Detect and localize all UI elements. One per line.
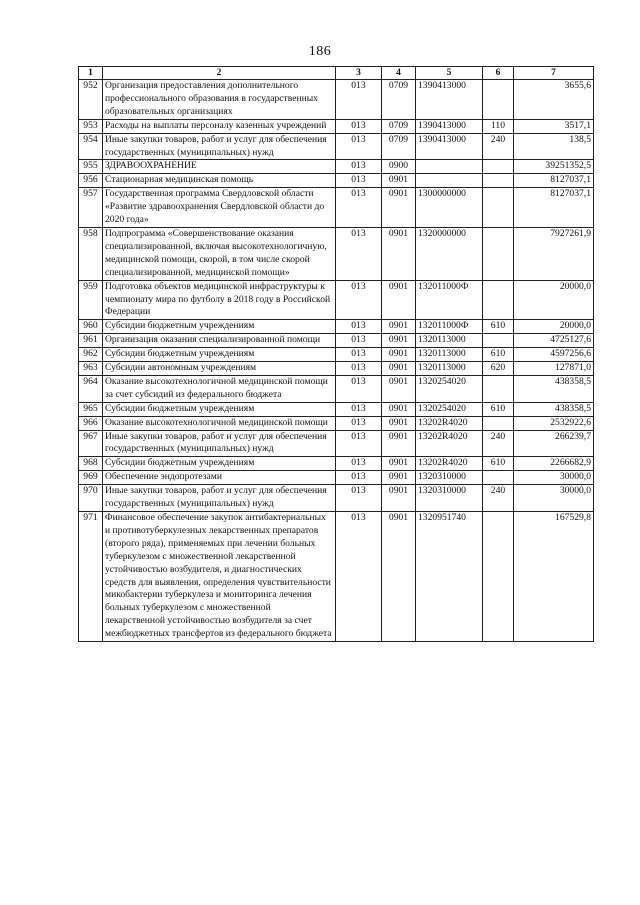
row-name: Субсидии автономным учреждениям [103,362,336,376]
row-article-code: 1320951740 [416,512,483,642]
row-name: ЗДРАВООХРАНЕНИЕ [103,160,336,174]
row-subsection-code: 0901 [382,485,416,512]
row-amount: 3517,1 [514,119,594,133]
row-expense-type-code [483,188,514,228]
row-subsection-code: 0901 [382,188,416,228]
row-article-code: 1300000000 [416,188,483,228]
row-amount: 30000,0 [514,485,594,512]
row-amount: 30000,0 [514,471,594,485]
row-name: Оказание высокотехнологичной медицинской помощи за счет субсидий из федерального бюджета [103,375,336,402]
row-article-code: 1320113000 [416,362,483,376]
row-amount: 3655,6 [514,80,594,120]
table-row [79,362,594,376]
row-subsection-code: 0901 [382,416,416,430]
row-amount: 7927261,9 [514,227,594,280]
row-section-code: 013 [336,133,382,160]
row-amount: 138,5 [514,133,594,160]
row-expense-type-code: 610 [483,348,514,362]
row-article-code: 13202R4020 [416,430,483,457]
row-article-code [416,174,483,188]
row-subsection-code: 0709 [382,133,416,160]
row-section-code: 013 [336,119,382,133]
row-amount: 2266682,9 [514,457,594,471]
row-number: 969 [79,471,103,485]
row-section-code: 013 [336,471,382,485]
row-name: Расходы на выплаты персоналу казенных учреждений [103,119,336,133]
row-section-code: 013 [336,174,382,188]
row-amount: 8127037,1 [514,188,594,228]
row-subsection-code: 0900 [382,160,416,174]
table-row [79,485,594,512]
row-article-code: 132011000Ф [416,320,483,334]
row-amount: 20000,0 [514,280,594,320]
row-number: 953 [79,119,103,133]
row-number: 959 [79,280,103,320]
table-row [79,320,594,334]
table-row [79,512,594,642]
row-subsection-code: 0901 [382,512,416,642]
row-expense-type-code [483,375,514,402]
row-subsection-code: 0901 [382,280,416,320]
row-expense-type-code [483,227,514,280]
row-section-code: 013 [336,348,382,362]
table-row [79,160,594,174]
header-col-4: 4 [382,67,416,80]
row-number: 964 [79,375,103,402]
row-amount: 39251352,5 [514,160,594,174]
row-name: Иные закупки товаров, работ и услуг для обеспечения государственных (муниципальных) нужд [103,485,336,512]
row-number: 960 [79,320,103,334]
row-amount: 127871,0 [514,362,594,376]
row-amount: 4597256,6 [514,348,594,362]
row-expense-type-code: 240 [483,430,514,457]
row-section-code: 013 [336,227,382,280]
row-subsection-code: 0901 [382,227,416,280]
row-number: 966 [79,416,103,430]
row-subsection-code: 0901 [382,320,416,334]
row-article-code: 1320254020 [416,402,483,416]
row-expense-type-code: 240 [483,133,514,160]
row-section-code: 013 [336,457,382,471]
table-header-row [79,67,594,80]
row-section-code: 013 [336,416,382,430]
table-row [79,402,594,416]
row-name: Организация предоставления дополнительного профессионального образования в государственных образовательных организациях [103,80,336,120]
row-expense-type-code [483,280,514,320]
row-subsection-code: 0901 [382,430,416,457]
row-article-code: 1320310000 [416,485,483,512]
row-section-code: 013 [336,334,382,348]
row-article-code: 1320310000 [416,471,483,485]
row-subsection-code: 0901 [382,174,416,188]
row-name: Финансовое обеспечение закупок антибактериальных и противотуберкулезных лекарственных препаратов (второго ряда), применяемых при лечении больных туберкулезом с множественной лекарственной устойчивостью возбудителя, и диагностических средств для выявления, определения чувствительности микобактерии туберкулеза и мониторинга лечения больных туберкулезом с множественной лекарственной устойчивостью возбудителя за счет межбюджетных трансфертов из федерального бюджета [103,512,336,642]
row-name: Подготовка объектов медицинской инфраструктуры к чемпионату мира по футболу в 2018 году в Российской Федерации [103,280,336,320]
row-amount: 20000,0 [514,320,594,334]
row-name: Государственная программа Свердловской области «Развитие здравоохранения Свердловской области до 2020 года» [103,188,336,228]
header-col-7: 7 [514,67,594,80]
row-section-code: 013 [336,320,382,334]
row-name: Субсидии бюджетным учреждениям [103,402,336,416]
row-section-code: 013 [336,362,382,376]
row-number: 952 [79,80,103,120]
row-section-code: 013 [336,375,382,402]
row-section-code: 013 [336,280,382,320]
table-row [79,80,594,120]
header-col-5: 5 [416,67,483,80]
row-number: 954 [79,133,103,160]
row-amount: 438358,5 [514,375,594,402]
table-row [79,188,594,228]
row-name: Оказание высокотехнологичной медицинской помощи [103,416,336,430]
row-expense-type-code: 610 [483,402,514,416]
row-number: 958 [79,227,103,280]
row-amount: 4725127,6 [514,334,594,348]
row-expense-type-code: 110 [483,119,514,133]
row-name: Субсидии бюджетным учреждениям [103,457,336,471]
row-article-code: 1320113000 [416,334,483,348]
row-expense-type-code [483,471,514,485]
row-name: Стационарная медицинская помощь [103,174,336,188]
row-expense-type-code: 620 [483,362,514,376]
row-article-code: 1320113000 [416,348,483,362]
row-article-code: 13202R4020 [416,457,483,471]
row-subsection-code: 0901 [382,362,416,376]
row-article-code: 1390413000 [416,119,483,133]
table-row [79,280,594,320]
table-row [79,457,594,471]
table-row [79,416,594,430]
row-number: 963 [79,362,103,376]
row-section-code: 013 [336,512,382,642]
table-row [79,430,594,457]
row-article-code: 1390413000 [416,80,483,120]
row-number: 967 [79,430,103,457]
table-row [79,119,594,133]
budget-table [78,66,594,642]
row-name: Подпрограмма «Совершенствование оказания специализированной, включая высокотехнологичную, медицинской помощи, скорой, в том числе скорой специализированной, медицинской помощи» [103,227,336,280]
header-col-3: 3 [336,67,382,80]
row-subsection-code: 0901 [382,471,416,485]
row-amount: 8127037,1 [514,174,594,188]
row-name: Иные закупки товаров, работ и услуг для обеспечения государственных (муниципальных) нужд [103,430,336,457]
row-name: Иные закупки товаров, работ и услуг для обеспечения государственных (муниципальных) нужд [103,133,336,160]
row-amount: 438358,5 [514,402,594,416]
row-expense-type-code [483,334,514,348]
row-number: 961 [79,334,103,348]
row-expense-type-code [483,512,514,642]
row-name: Организация оказания специализированной помощи [103,334,336,348]
table-row [79,174,594,188]
row-amount: 167529,8 [514,512,594,642]
row-subsection-code: 0901 [382,375,416,402]
row-expense-type-code: 610 [483,320,514,334]
header-col-2: 2 [103,67,336,80]
header-col-1: 1 [79,67,103,80]
row-amount: 2532922,6 [514,416,594,430]
page-number: 186 [308,44,332,59]
row-subsection-code: 0901 [382,402,416,416]
row-section-code: 013 [336,160,382,174]
table-row [79,133,594,160]
table-row [79,471,594,485]
row-number: 968 [79,457,103,471]
row-subsection-code: 0901 [382,457,416,471]
row-expense-type-code [483,80,514,120]
row-article-code [416,160,483,174]
row-name: Обеспечение эндопротезами [103,471,336,485]
table-row [79,375,594,402]
row-number: 971 [79,512,103,642]
row-expense-type-code: 240 [483,485,514,512]
row-article-code: 1320000000 [416,227,483,280]
table-row [79,334,594,348]
row-number: 957 [79,188,103,228]
row-expense-type-code [483,174,514,188]
row-number: 965 [79,402,103,416]
row-section-code: 013 [336,430,382,457]
row-number: 955 [79,160,103,174]
row-name: Субсидии бюджетным учреждениям [103,320,336,334]
row-subsection-code: 0901 [382,348,416,362]
row-subsection-code: 0709 [382,80,416,120]
row-section-code: 013 [336,485,382,512]
row-expense-type-code [483,416,514,430]
row-article-code: 13202R4020 [416,416,483,430]
row-section-code: 013 [336,80,382,120]
row-subsection-code: 0901 [382,334,416,348]
row-article-code: 1320254020 [416,375,483,402]
row-subsection-code: 0709 [382,119,416,133]
row-article-code: 132011000Ф [416,280,483,320]
row-expense-type-code: 610 [483,457,514,471]
row-amount: 266239,7 [514,430,594,457]
header-col-6: 6 [483,67,514,80]
row-name: Субсидии бюджетным учреждениям [103,348,336,362]
row-number: 970 [79,485,103,512]
table-row [79,348,594,362]
row-number: 956 [79,174,103,188]
row-number: 962 [79,348,103,362]
row-expense-type-code [483,160,514,174]
row-article-code: 1390413000 [416,133,483,160]
row-section-code: 013 [336,188,382,228]
row-section-code: 013 [336,402,382,416]
table-row [79,227,594,280]
